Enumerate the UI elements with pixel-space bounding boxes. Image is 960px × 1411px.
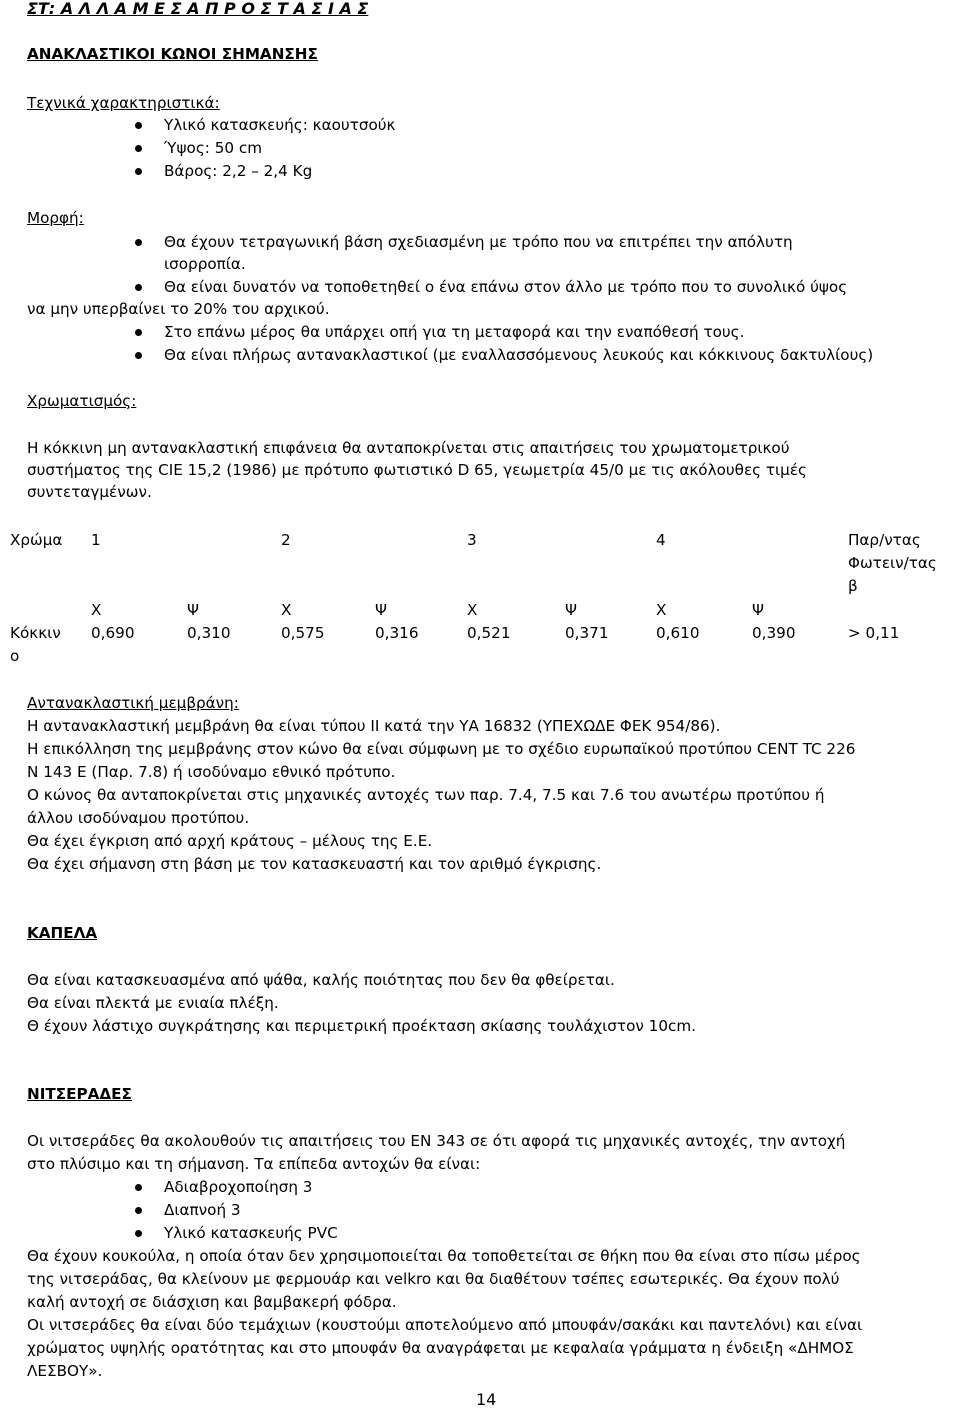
table-row-label: ο (10, 647, 20, 665)
table-subheader: Χ (91, 601, 102, 619)
raincoats-line: ΛΕΣΒΟΥ». (27, 1362, 103, 1380)
form-label: Μορφή: (27, 209, 84, 227)
table-header-point: 2 (281, 531, 291, 549)
membrane-line: Η αντανακλαστική μεμβράνη θα είναι τύπου ΙΙ κατά την ΥΑ 16832 (ΥΠΕΧΩΔΕ ΦΕΚ 954/86). (27, 717, 721, 735)
table-cell: 0,371 (565, 624, 609, 642)
bullet-icon (135, 1230, 142, 1237)
table-header-factor: Παρ/ντας (848, 531, 921, 549)
table-cell: 0,690 (91, 624, 135, 642)
bullet-icon (135, 1207, 142, 1214)
table-header-point: 4 (656, 531, 666, 549)
cones-heading: ΑΝΑΚΛΑΣΤΙΚΟΙ ΚΩΝΟΙ ΣΗΜΑΝΣΗΣ (27, 45, 318, 63)
page-number: 14 (476, 1390, 497, 1409)
tech-label: Τεχνικά χαρακτηριστικά: (27, 94, 220, 112)
membrane-line: άλλου ισοδύναμου προτύπου. (27, 809, 250, 827)
form-line: να μην υπερβαίνει το 20% του αρχικού. (27, 300, 330, 318)
table-subheader: Ψ (375, 601, 387, 619)
table-subheader: Ψ (187, 601, 199, 619)
bullet-icon (135, 145, 142, 152)
raincoats-line: της νιτσεράδας, θα κλείνουν με φερμουάρ και velkro και θα διαθέτουν τσέπες εσωτερικές. Θα έχουν πολύ (27, 1270, 840, 1288)
hats-line: Θ έχουν λάστιχο συγκράτησης και περιμετρική προέκταση σκίασης τουλάχιστον 10cm. (27, 1017, 696, 1035)
tech-item: Ύψος: 50 cm (164, 139, 262, 157)
table-row-label: Κόκκιν (10, 624, 61, 642)
raincoats-item: Διαπνοή 3 (164, 1201, 241, 1219)
membrane-line: N 143 E (Παρ. 7.8) ή ισοδύναμο εθνικό πρότυπο. (27, 763, 396, 781)
table-subheader: Χ (656, 601, 667, 619)
raincoats-line: Οι νιτσεράδες θα ακολουθούν τις απαιτήσεις του EN 343 σε ότι αφορά τις μηχανικές αντοχές, την αντοχή (27, 1132, 846, 1150)
bullet-icon (135, 329, 142, 336)
membrane-label: Αντανακλαστική μεμβράνη: (27, 694, 239, 712)
raincoats-line: καλή αντοχή σε διάσχιση και βαμβακερή φόδρα. (27, 1293, 397, 1311)
color-paragraph: συστήματος της CIE 15,2 (1986) με πρότυπο φωτιστικό D 65, γεωμετρία 45/0 με τις ακόλουθες τιμές (27, 461, 807, 479)
form-line: ισορροπία. (164, 255, 246, 273)
table-cell: 0,575 (281, 624, 325, 642)
bullet-icon (135, 1184, 142, 1191)
table-cell: 0,316 (375, 624, 419, 642)
table-cell: 0,310 (187, 624, 231, 642)
form-line: Θα έχουν τετραγωνική βάση σχεδιασμένη με τρόπο που να επιτρέπει την απόλυτη (164, 233, 793, 251)
table-header-color: Χρώμα (10, 531, 63, 549)
raincoats-item: Αδιαβροχοποίηση 3 (164, 1178, 313, 1196)
bullet-icon (135, 168, 142, 175)
table-header-point: 3 (467, 531, 477, 549)
raincoats-heading: ΝΙΤΣΕΡΑΔΕΣ (27, 1085, 132, 1103)
bullet-icon (135, 352, 142, 359)
tech-item: Βάρος: 2,2 – 2,4 Kg (164, 162, 313, 180)
bullet-icon (135, 284, 142, 291)
table-subheader: Χ (281, 601, 292, 619)
color-paragraph: Η κόκκινη μη αντανακλαστική επιφάνεια θα ανταποκρίνεται στις απαιτήσεις του χρωματομετρικού (27, 439, 790, 457)
tech-item: Υλικό κατασκευής: καουτσούκ (164, 116, 396, 134)
membrane-line: Θα έχει σήμανση στη βάση με τον κατασκευαστή και τον αριθμό έγκρισης. (27, 855, 602, 873)
hats-line: Θα είναι πλεκτά με ενιαία πλέξη. (27, 994, 279, 1012)
raincoats-line: Θα έχουν κουκούλα, η οποία όταν δεν χρησιμοποιείται θα τοποθετείται σε θήκη που θα είναι στο πίσω μέρος (27, 1247, 861, 1265)
raincoats-line: στο πλύσιμο και τη σήμανση. Τα επίπεδα αντοχών θα είναι: (27, 1155, 481, 1173)
membrane-line: Η επικόλληση της μεμβράνης στον κώνο θα είναι σύμφωνη με το σχέδιο ευρωπαϊκού προτύπου CENT TC 226 (27, 740, 856, 758)
table-cell: 0,521 (467, 624, 511, 642)
membrane-line: Θα έχει έγκριση από αρχή κράτους – μέλους της Ε.Ε. (27, 832, 433, 850)
raincoats-line: Οι νιτσεράδες θα είναι δύο τεμάχιων (κουστούμι αποτελούμενο από μπουφάν/σακάκι και παντελόνι) και είναι (27, 1316, 863, 1334)
section-title: ΣΤ: Α Λ Λ Α Μ Ε Σ Α Π Ρ Ο Σ Τ Α Σ Ι Α Σ (27, 0, 369, 18)
table-cell: > 0,11 (848, 624, 900, 642)
bullet-icon (135, 239, 142, 246)
bullet-icon (135, 122, 142, 129)
table-header-point: 1 (91, 531, 101, 549)
hats-line: Θα είναι κατασκευασμένα από ψάθα, καλής ποιότητας που δεν θα φθείρεται. (27, 971, 615, 989)
raincoats-line: χρώματος υψηλής ορατότητας και στο μπουφάν θα αναγράφεται με κεφαλαία γράμματα η ένδειξη «ΔΗΜΟΣ (27, 1339, 854, 1357)
color-paragraph: συντεταγμένων. (27, 483, 152, 501)
form-line: Θα είναι δυνατόν να τοποθετηθεί ο ένα επάνω στον άλλο με τρόπο που το συνολικό ύψος (164, 278, 848, 296)
form-line: Θα είναι πλήρως αντανακλαστικοί (με εναλλασσόμενους λευκούς και κόκκινους δακτυλίους) (164, 346, 874, 364)
table-header-factor: β (848, 577, 858, 595)
hats-heading: ΚΑΠΕΛΑ (27, 924, 98, 942)
table-subheader: Ψ (565, 601, 577, 619)
table-cell: 0,610 (656, 624, 700, 642)
table-subheader: Ψ (752, 601, 764, 619)
table-header-factor: Φωτειν/τας (848, 554, 937, 572)
form-line: Στο επάνω μέρος θα υπάρχει οπή για τη μεταφορά και την εναπόθεσή τους. (164, 323, 745, 341)
color-label: Χρωματισμός: (27, 392, 137, 410)
table-subheader: Χ (467, 601, 478, 619)
table-cell: 0,390 (752, 624, 796, 642)
membrane-line: Ο κώνος θα ανταποκρίνεται στις μηχανικές αντοχές των παρ. 7.4, 7.5 και 7.6 του ανωτέρω προτύπου ή (27, 786, 825, 804)
raincoats-item: Υλικό κατασκευής PVC (164, 1224, 338, 1242)
